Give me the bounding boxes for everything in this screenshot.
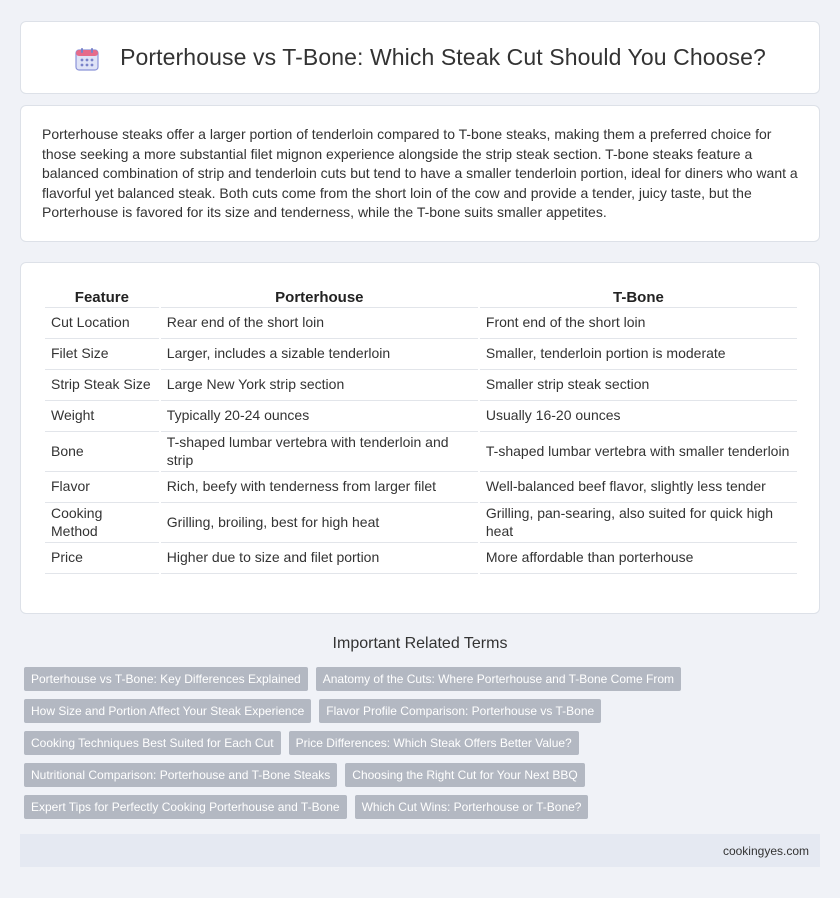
feature-cell: Price — [45, 543, 159, 574]
feature-cell: Cooking Method — [45, 503, 159, 543]
tbone-cell: Smaller, tenderloin portion is moderate — [480, 339, 797, 370]
tbone-cell: Front end of the short loin — [480, 308, 797, 339]
porterhouse-cell: Grilling, broiling, best for high heat — [161, 503, 478, 543]
feature-cell: Weight — [45, 401, 159, 432]
porterhouse-cell: Rich, beefy with tenderness from larger filet — [161, 472, 478, 503]
tbone-cell: Smaller strip steak section — [480, 370, 797, 401]
related-term-tag[interactable]: Price Differences: Which Steak Offers Better Value? — [289, 731, 579, 755]
table-row — [45, 370, 797, 401]
related-term-tag[interactable]: Which Cut Wins: Porterhouse or T-Bone? — [355, 795, 589, 819]
tag-row — [24, 731, 824, 755]
header-feature: Feature — [45, 284, 159, 308]
feature-cell: Filet Size — [45, 339, 159, 370]
table-row — [45, 543, 797, 574]
related-term-tag[interactable]: Flavor Profile Comparison: Porterhouse vs T-Bone — [319, 699, 601, 723]
comparison-card — [20, 262, 820, 614]
related-term-tag[interactable]: How Size and Portion Affect Your Steak Experience — [24, 699, 311, 723]
table-header-row — [45, 284, 797, 308]
table-row — [45, 503, 797, 543]
porterhouse-cell: Typically 20-24 ounces — [161, 401, 478, 432]
tag-row — [24, 699, 824, 723]
related-terms-title: Important Related Terms — [332, 635, 508, 652]
tbone-cell: Well-balanced beef flavor, slightly less tender — [480, 472, 797, 503]
porterhouse-cell: Larger, includes a sizable tenderloin — [161, 339, 478, 370]
footer — [20, 834, 820, 867]
tbone-cell: T-shaped lumbar vertebra with smaller tenderloin — [480, 432, 797, 472]
intro-paragraph: Porterhouse steaks offer a larger portion of tenderloin compared to T-bone steaks, making them a preferred choice for those seeking a more substantial filet mignon experience alongside the strip steak section. T-bone steaks feature a balanced combination of strip and tenderloin cuts but tend to have a smaller tenderloin portion, ideal for diners who want a flavorful yet balanced steak. Both cuts come from the short loin of the cow and provide a tender, juicy taste, but the Porterhouse is favored for its size and tenderness, while the T-bone suits smaller appetites. — [42, 126, 798, 221]
intro-card — [20, 105, 820, 242]
tag-row — [24, 667, 824, 691]
feature-cell: Strip Steak Size — [45, 370, 159, 401]
related-term-tag[interactable]: Porterhouse vs T-Bone: Key Differences Explained — [24, 667, 308, 691]
header-card — [20, 21, 820, 94]
feature-cell: Flavor — [45, 472, 159, 503]
comparison-table — [43, 284, 799, 574]
porterhouse-cell: Rear end of the short loin — [161, 308, 478, 339]
tbone-cell: Grilling, pan-searing, also suited for quick high heat — [480, 503, 797, 543]
table-row — [45, 401, 797, 432]
footer-site-link[interactable]: cookingyes.com — [722, 843, 809, 858]
table-row — [45, 432, 797, 472]
porterhouse-cell: Higher due to size and filet portion — [161, 543, 478, 574]
porterhouse-cell: Large New York strip section — [161, 370, 478, 401]
table-row — [45, 339, 797, 370]
table-row — [45, 472, 797, 503]
tag-row — [24, 795, 824, 819]
feature-cell: Cut Location — [45, 308, 159, 339]
tbone-cell: Usually 16-20 ounces — [480, 401, 797, 432]
tbone-cell: More affordable than porterhouse — [480, 543, 797, 574]
related-term-tag[interactable]: Anatomy of the Cuts: Where Porterhouse and T-Bone Come From — [316, 667, 681, 691]
table-row — [45, 308, 797, 339]
related-terms-list — [24, 667, 824, 827]
related-term-tag[interactable]: Expert Tips for Perfectly Cooking Porterhouse and T-Bone — [24, 795, 347, 819]
header-porterhouse: Porterhouse — [161, 284, 478, 308]
tag-row — [24, 763, 824, 787]
related-term-tag[interactable]: Nutritional Comparison: Porterhouse and T-Bone Steaks — [24, 763, 337, 787]
header-tbone: T-Bone — [480, 284, 797, 308]
porterhouse-cell: T-shaped lumbar vertebra with tenderloin and strip — [161, 432, 478, 472]
related-term-tag[interactable]: Cooking Techniques Best Suited for Each Cut — [24, 731, 281, 755]
calendar-icon — [74, 46, 100, 72]
related-term-tag[interactable]: Choosing the Right Cut for Your Next BBQ — [345, 763, 584, 787]
page-title: Porterhouse vs T-Bone: Which Steak Cut Should You Choose? — [120, 44, 766, 70]
feature-cell: Bone — [45, 432, 159, 472]
